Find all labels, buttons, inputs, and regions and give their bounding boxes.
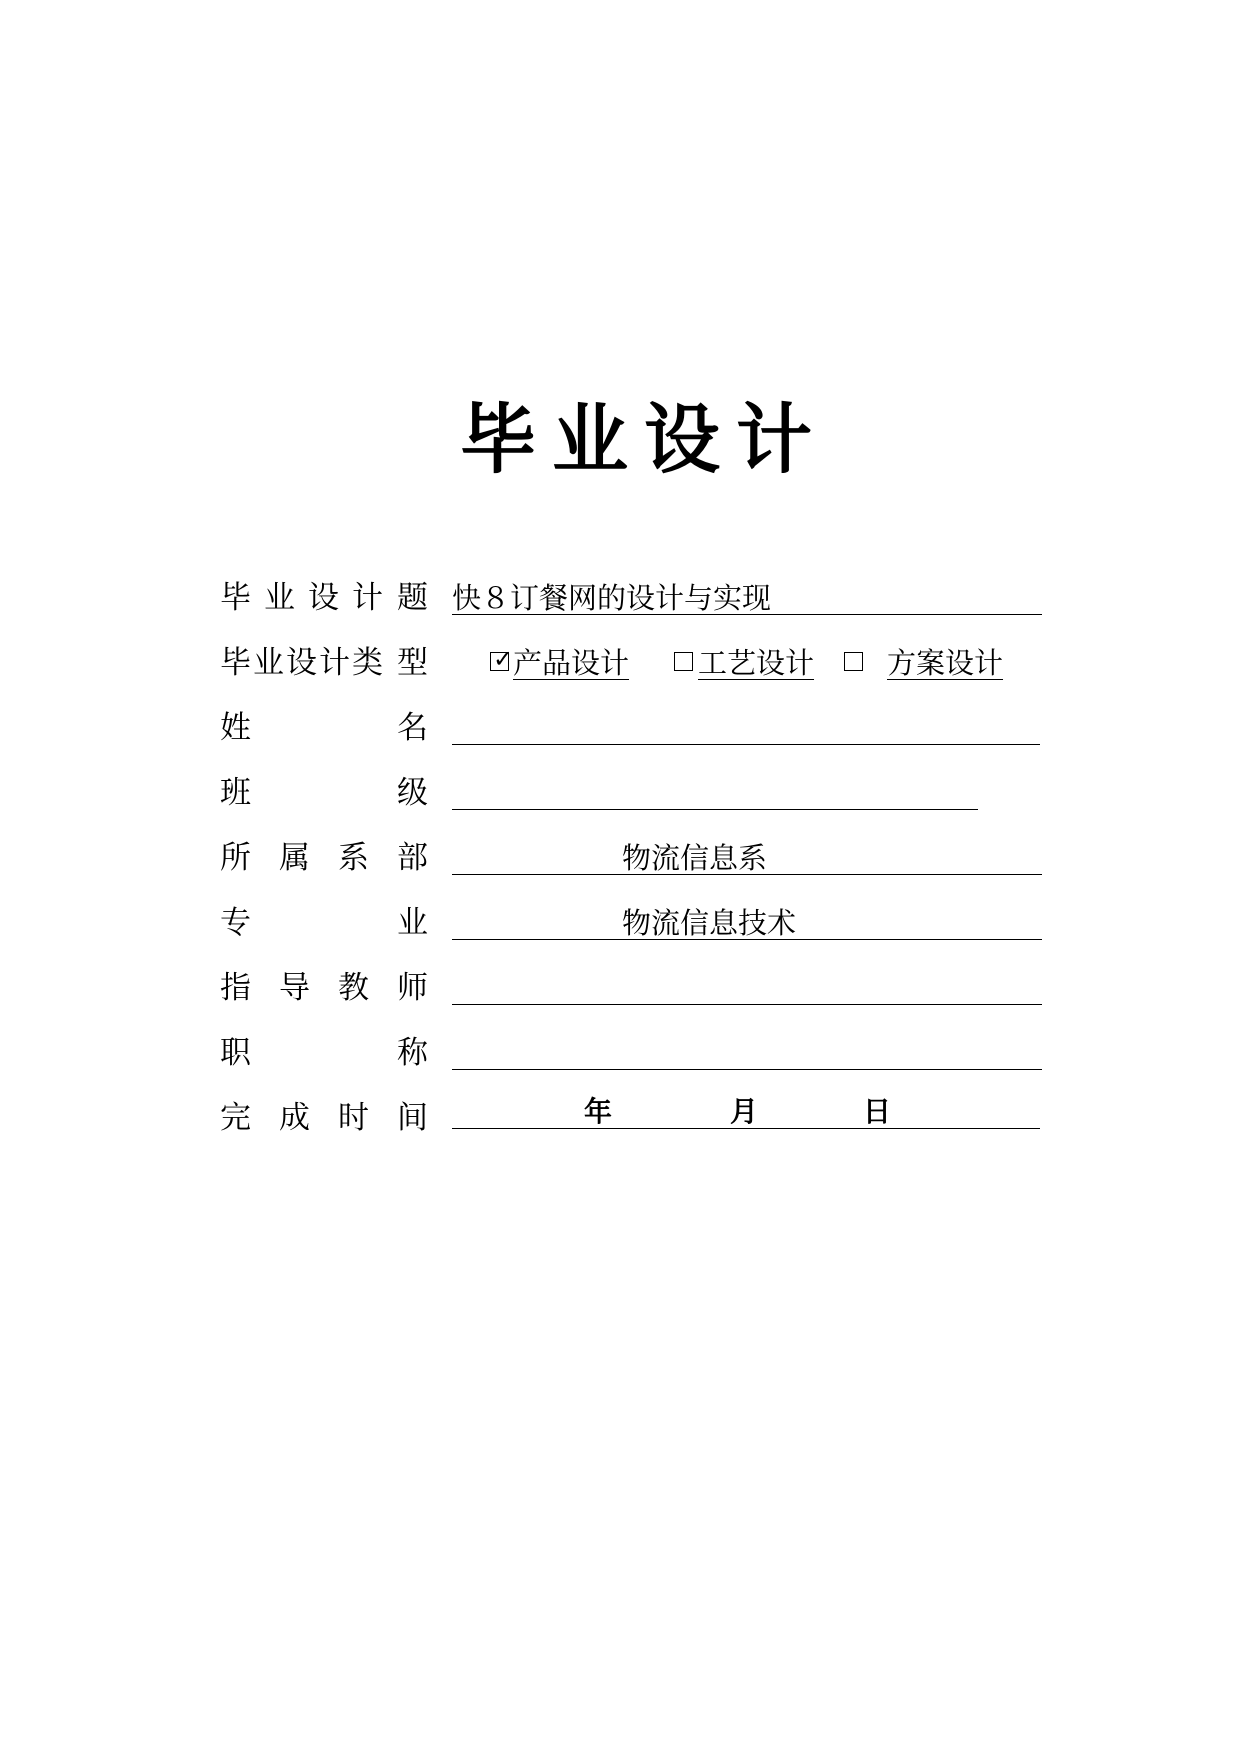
date-day-unit: 日 [863,1095,892,1128]
date-month-unit: 月 [730,1095,759,1128]
date-underline [452,1128,1040,1129]
label-char: 题 [397,580,428,616]
label-char: 成 [279,1100,310,1136]
topic-underline [452,614,1042,615]
label-char: 系 [338,840,369,876]
field-professional-title [0,1033,1241,1079]
name-underline [452,744,1040,745]
label-char: 业 [264,580,295,616]
option-scheme-design-label: 方案设计 [887,646,1004,680]
major-underline [452,939,1042,940]
title-char: 设 [644,395,720,484]
advisor-underline [452,1004,1042,1005]
label-char: 设 [308,580,339,616]
label-char: 时 [338,1100,369,1136]
professional-title-underline [452,1069,1042,1070]
check-icon: ✓ [493,645,514,673]
label-char: 属 [279,840,310,876]
label-char: 毕 [220,645,251,681]
label-char: 教 [338,970,369,1006]
label-char: 完 [220,1100,251,1136]
field-department [0,838,1241,884]
label-char: 计 [352,580,383,616]
label-char: 型 [397,645,428,681]
checkbox-process-design[interactable] [674,652,693,671]
department-value: 物流信息系 [622,841,768,875]
label-char: 职 [220,1035,251,1071]
title-char: 毕 [460,395,536,484]
label-char: 毕 [220,580,251,616]
label-char: 指 [220,970,251,1006]
label-char: 级 [397,775,428,811]
field-class [0,773,1241,819]
field-design-type [0,643,1241,689]
department-underline [452,874,1042,875]
title-char: 计 [736,395,812,484]
field-advisor [0,968,1241,1014]
checkbox-scheme-design[interactable] [844,652,863,671]
label-char: 专 [220,905,251,941]
label-char: 类 [352,645,383,681]
class-underline [452,809,978,810]
label-char: 称 [397,1035,428,1071]
label-char: 姓 [220,710,251,746]
label-char: 业 [253,645,284,681]
label-char: 班 [220,775,251,811]
label-char: 导 [279,970,310,1006]
label-char: 部 [397,840,428,876]
field-completion-date [0,1095,1241,1144]
label-char: 间 [397,1100,428,1136]
option-process-design-label: 工艺设计 [698,646,815,680]
label-char: 设 [286,645,317,681]
field-thesis-topic [0,578,1241,624]
checkbox-product-design[interactable] [490,645,514,673]
field-major [0,903,1241,949]
label-char: 计 [319,645,350,681]
major-value: 物流信息技术 [622,906,797,940]
label-char: 师 [397,970,428,1006]
page-title [460,395,820,484]
title-char: 业 [552,395,628,484]
label-char: 业 [397,905,428,941]
field-name [0,708,1241,754]
date-year-unit: 年 [584,1095,613,1128]
label-char: 所 [220,840,251,876]
option-product-design-label: 产品设计 [513,646,630,680]
thesis-topic-value: 快８订餐网的设计与实现 [452,581,772,615]
label-char: 名 [397,710,428,746]
